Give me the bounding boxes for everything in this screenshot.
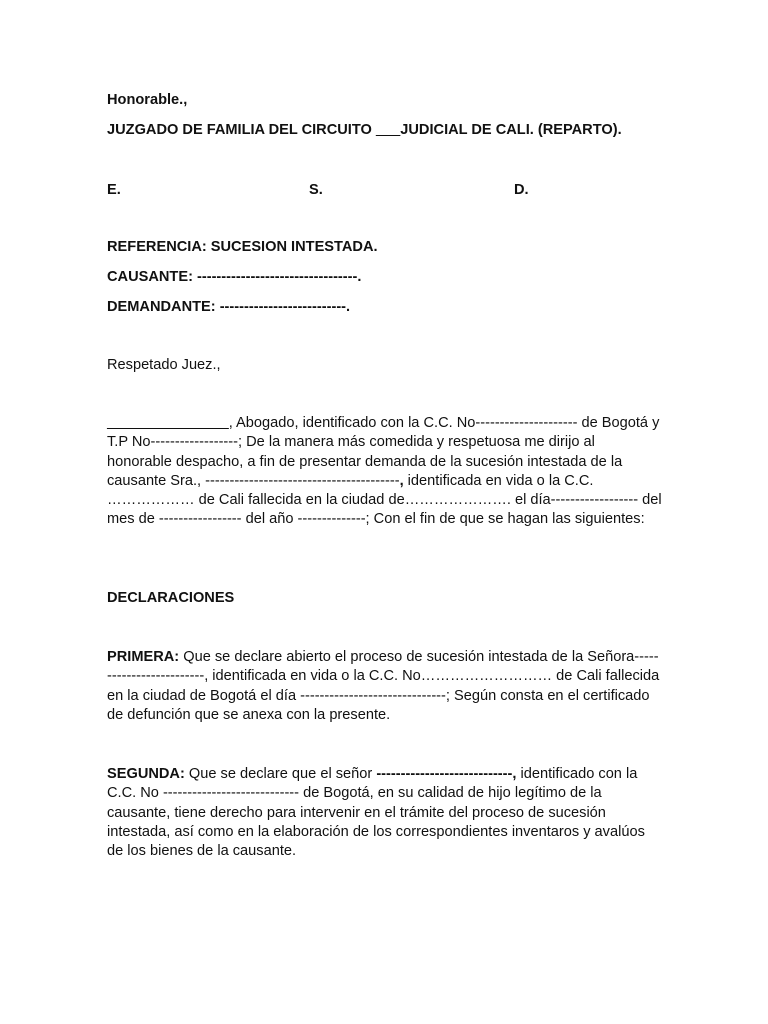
segunda-bold-blank: ----------------------------, bbox=[376, 766, 517, 782]
primera-text: Que se declare abierto el proceso de sucesión intestada de la Señora-------------------------, identificada en vida o la C.C. No……………………… de Cali fallecida en la ciudad de Bogotá el día ------------------------------; Según consta en el certificado de defunción que se anexa con la presente. bbox=[107, 649, 660, 723]
intro-text-1: , Abogado, identificado con la C.C. No--------------------- de Bogotá y T.P No------------------; De la manera más comedida y respetuosa me dirijo al honorable despacho, a fin de presentar demanda de la sucesión intestada de la causante Sra., ---------------------------------------- bbox=[107, 415, 660, 489]
segunda-text-1: Que se declare que el señor bbox=[184, 766, 377, 782]
court-number-blank: ___ bbox=[375, 122, 401, 138]
intro-bold-comma: , bbox=[399, 472, 404, 489]
court-line bbox=[107, 122, 622, 138]
segunda-paragraph bbox=[107, 765, 662, 861]
segunda-text-2: identificado con la C.C. No ---------------------------- de Bogotá, en su calidad de hijo legítimo de la causante, tiene derecho para intervenir en el trámite del proceso de sucesión intestada, así como en la elaboración de los correspondientes inventaros y avalúos de los bienes de la causante. bbox=[107, 766, 645, 860]
greeting: Respetado Juez., bbox=[107, 357, 221, 373]
intro-text-2: identificada en vida o la C.C. ……………… de Cali fallecida en la ciudad de…………………. el día------------------ del mes de ----------------- del año --------------; Con el fin de que se hagan las siguientes: bbox=[107, 472, 662, 528]
court-line-after: JUDICIAL DE CALI. (REPARTO). bbox=[400, 122, 622, 138]
primera-label: PRIMERA: bbox=[107, 649, 180, 665]
court-line-before: JUZGADO DE FAMILIA DEL CIRCUITO bbox=[107, 122, 376, 138]
declaraciones-title: DECLARACIONES bbox=[107, 590, 235, 606]
salutation-header: Honorable., bbox=[107, 92, 188, 108]
primera-paragraph bbox=[107, 648, 662, 725]
esd-d: D. bbox=[514, 182, 529, 198]
referencia-line: REFERENCIA: SUCESION INTESTADA. bbox=[107, 239, 378, 255]
intro-paragraph bbox=[107, 414, 662, 530]
esd-s: S. bbox=[309, 182, 323, 198]
esd-e: E. bbox=[107, 182, 121, 198]
lawyer-name-blank: _______________ bbox=[107, 415, 229, 431]
causante-line: CAUSANTE: ---------------------------------. bbox=[107, 269, 362, 285]
demandante-line: DEMANDANTE: --------------------------. bbox=[107, 299, 351, 315]
segunda-label: SEGUNDA: bbox=[107, 766, 185, 782]
